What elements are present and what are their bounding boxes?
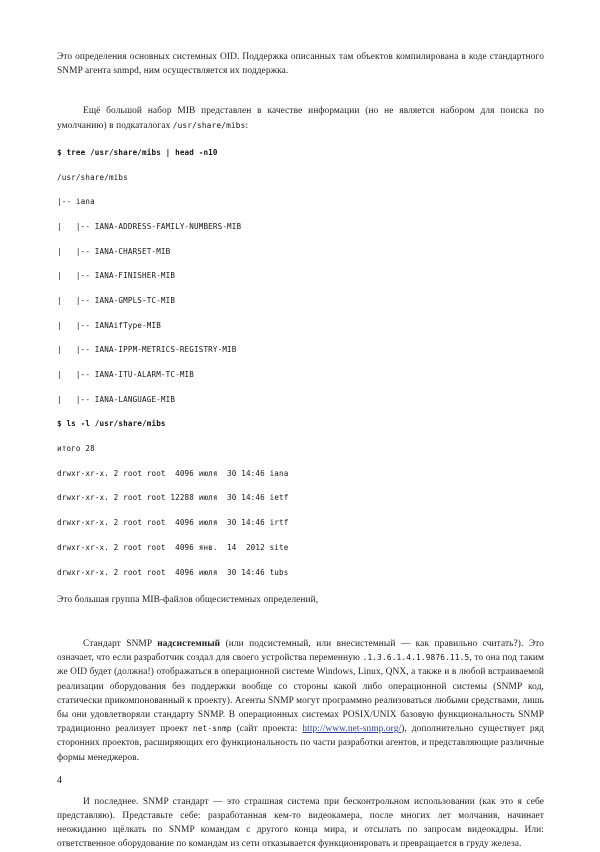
terminal-output-line: |-- iana: [57, 197, 95, 207]
paragraph-intro: Это определения основных системных OID. Поддержка описанных там объектов компилирована в коде стандартного SNMP агента snmpd, ним осуществляется их поддержка.: [57, 52, 544, 77]
paragraph-mib-intro: [57, 104, 544, 132]
terminal-output-line: | |-- IANA-IPPM-METRICS-REGISTRY-MIB: [57, 345, 237, 355]
bold-term-nadsistemny: надсистемный: [157, 639, 221, 650]
snmp-text-part3: , то она под таким же OID будет (должна!) отображаться в операционной системе Windows, Linux, QNX, а также и в любой встраиваемой реализации оборудования без поддержки вообще со стороны какой либо операционной системы (SNMP код, статически прикомпонованный к проекту). Агенты SNMP могут программно реализоваться любыми средствами, лишь бы они удовлетворяли стандарту SNMP. В операционных системах POSIX/UNIX базовую функциональность SNMP традиционно реализует проект: [57, 653, 544, 735]
terminal-output-line: итого 28: [57, 444, 95, 454]
terminal-output-line: drwxr-xr-x. 2 root root 4096 июля 30 14:46 irtf: [57, 518, 289, 528]
oid-value-inline: .1.3.6.1.4.1.9876.11.5: [362, 653, 470, 663]
document-content: [57, 50, 544, 852]
spacer: [57, 133, 544, 147]
paragraph-snmp-standard: [57, 637, 544, 765]
terminal-code-block: [57, 147, 544, 579]
terminal-output-line: /usr/share/mibs: [57, 172, 128, 182]
spacer: [57, 607, 544, 637]
page-number: 4: [57, 775, 62, 786]
mib-intro-text-part1: Ещё большой набор MIB представлен в качестве информации (но не является набором для поиска по умолчанию) в подкаталогах: [57, 106, 544, 131]
project-name-inline: net-snmp: [192, 724, 232, 734]
terminal-output-line: | |-- IANA-FINISHER-MIB: [57, 271, 176, 281]
terminal-output-line: | |-- IANA-LANGUAGE-MIB: [57, 394, 176, 404]
snmp-text-part5: ), дополнительно существует ряд сторонних проектов, расширяющих его функциональность по части разработки агентов, и представляющие различные формы менеджеров.: [57, 724, 544, 763]
snmp-text-part4: (сайт проекта:: [231, 724, 303, 735]
snmp-text-part1: Стандарт SNMP: [83, 639, 158, 650]
terminal-command-line: $ ls -l /usr/share/mibs: [57, 419, 166, 429]
spacer: [57, 765, 544, 795]
terminal-output-line: drwxr-xr-x. 2 root root 4096 янв. 14 2012 site: [57, 542, 289, 552]
terminal-command-line: $ tree /usr/share/mibs | head -n10: [57, 147, 218, 157]
mib-intro-text-part2: :: [245, 120, 249, 131]
paragraph-mib-group-note: Это большая группа MIB-файлов общесистемных определений,: [57, 594, 319, 605]
terminal-output-line: drwxr-xr-x. 2 root root 12288 июля 30 14:46 ietf: [57, 493, 289, 503]
net-snmp-link[interactable]: http://www.net-snmp.org/: [302, 724, 402, 735]
terminal-output-line: | |-- IANA-CHARSET-MIB: [57, 246, 171, 256]
terminal-output-line: drwxr-xr-x. 2 root root 4096 июля 30 14:46 iana: [57, 468, 289, 478]
mib-path-inline: /usr/share/mibs: [172, 120, 246, 130]
spacer: [57, 78, 544, 104]
terminal-output-line: drwxr-xr-x. 2 root root 4096 июля 30 14:46 tubs: [57, 567, 289, 577]
terminal-output-line: | |-- IANA-ADDRESS-FAMILY-NUMBERS-MIB: [57, 221, 242, 231]
paragraph-last: И последнее. SNMP стандарт — это страшная система при бесконтрольном использовании (как это я себе представляю). Представьте себе: разработанная кем-то видеокамера, после многих лет молчания, начинает неожиданно щёлкать по SNMP командам с другого конца мира, и отсылать по запросам видеокадры. Или: ответственное оборудование по командам из сети отказывается функционировать и превращается в груду железа.: [57, 796, 544, 850]
terminal-output-line: | |-- IANA-GMPLS-TC-MIB: [57, 295, 176, 305]
spacer: [57, 579, 544, 593]
snmp-text-part2: (или подсистемный, или внесистемный — как правильно считать?). Это означает, что если разработчик создал для своего устройства переменную: [57, 639, 544, 664]
terminal-output-line: | |-- IANAifType-MIB: [57, 320, 161, 330]
terminal-output-line: | |-- IANA-ITU-ALARM-TC-MIB: [57, 370, 194, 379]
